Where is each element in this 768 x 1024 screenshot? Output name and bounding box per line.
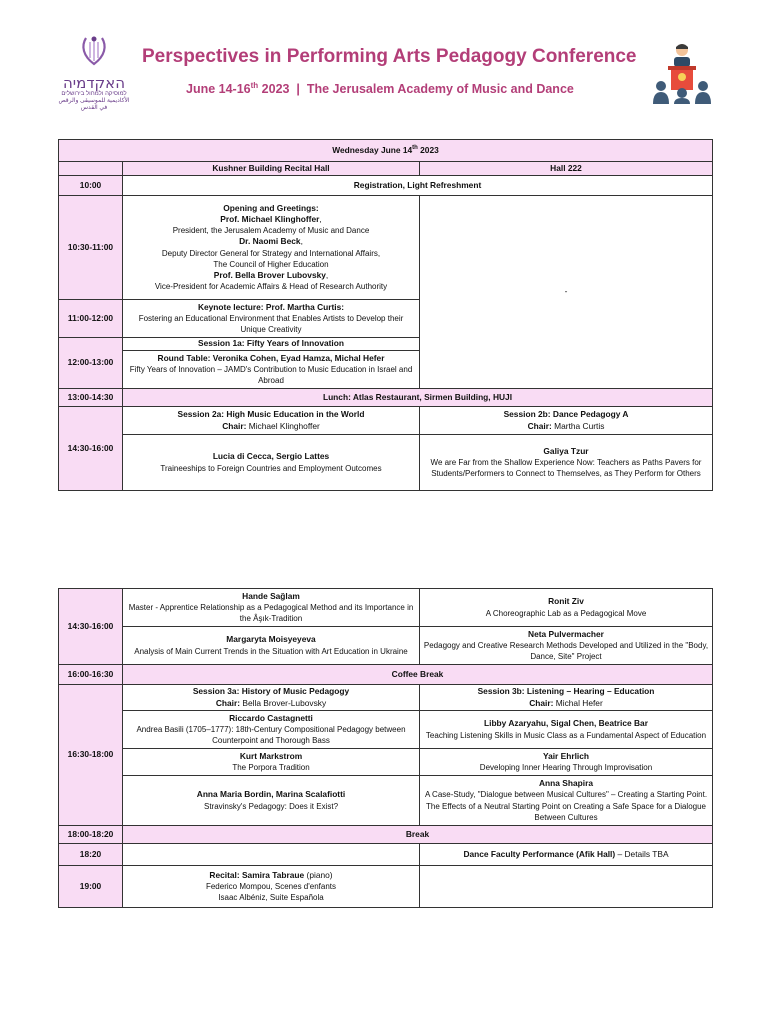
session-2a-header: [123, 407, 420, 435]
presenter-name: Lucia di Cecca, Sergio Lattes: [212, 451, 330, 462]
presentation-cell: [420, 589, 713, 627]
lunch-row: Lunch: Atlas Restaurant, Sirmen Building, HUJI: [123, 389, 713, 407]
presentation-title: A Case-Study, "Dialogue between Musical Cultures" – Creating a Starting Point. The Effects of a Neutral Starting Point on Creating a Safe Space for a Dialogue Between Cultures: [424, 790, 708, 822]
logo-hebrew-sub: למוסיקה ולמחול בירושלים: [61, 91, 127, 97]
session-3a-header: [123, 685, 420, 711]
session-title: Session 3b: Listening – Hearing – Education: [477, 686, 655, 697]
session-chair: Chair: Bella Brover-Lubovsky: [215, 697, 327, 708]
logo-hebrew: האקדמיה: [63, 74, 125, 92]
presenter-name: Anna Shapira: [539, 778, 593, 789]
session-chair: Chair: Martha Curtis: [527, 420, 605, 431]
hall-b-empty-cell: -: [420, 196, 713, 389]
time-slot: 10:00: [59, 176, 123, 196]
presenter-name: Neta Pulvermacher: [528, 628, 604, 639]
opening-title: Opening and Greetings:: [223, 202, 319, 213]
time-slot: 12:00-13:00: [59, 338, 123, 389]
dance-performance-cell: Dance Faculty Performance (Afik Hall) – Details TBA: [420, 844, 713, 866]
presenter-name: Kurt Markstrom: [239, 750, 303, 761]
hall-header-a: Kushner Building Recital Hall: [123, 162, 420, 176]
presentation-title: Teaching Listening Skills in Music Class as a Fundamental Aspect of Education: [425, 730, 707, 740]
recital-title: Recital: Samira Tabraue (piano): [209, 869, 333, 880]
presenter-name: Riccardo Castagnetti: [229, 712, 313, 723]
registration-row: Registration, Light Refreshment: [123, 176, 713, 196]
presentation-title: Andrea Basili (1705–1777): 18th-Century Compositional Pedagogy between Counterpoint and Thorough Bass: [136, 724, 406, 746]
speaker-role: President, the Jerusalem Academy of Music and Dance: [172, 226, 370, 236]
conference-dates: June 14-16th 2023 | The Jerusalem Academy of Music and Dance: [186, 80, 574, 96]
round-table-title: Round Table: Veronika Cohen, Eyad Hamza, Michal Hefer: [157, 352, 385, 363]
presentation-cell: [420, 711, 713, 749]
presenter-name: Libby Azaryahu, Sigal Chen, Beatrice Bar: [484, 718, 648, 729]
time-slot: 14:30-16:00: [59, 407, 123, 491]
lyre-logo-icon: [77, 34, 111, 68]
speaker-name: Prof. Bella Brover Lubovsky,: [213, 269, 329, 280]
presentation-cell: [123, 435, 420, 491]
session-chair: Chair: Michael Klinghoffer: [222, 420, 320, 431]
presentation-title: A Choreographic Lab as a Pedagogical Move: [485, 608, 647, 618]
speaker-name: Dr. Naomi Beck,: [239, 236, 303, 247]
presenter-name: Hande Sağlam: [242, 590, 300, 601]
session-chair: Chair: Michal Hefer: [529, 697, 603, 708]
presenter-name: Galiya Tzur: [543, 445, 589, 456]
round-table-text: Fifty Years of Innovation – JAMD's Contribution to Music Education in Israel and Abroad: [129, 364, 413, 386]
time-slot: 19:00: [59, 866, 123, 908]
presentation-title: Traineeships to Foreign Countries and Employment Outcomes: [160, 463, 382, 473]
presentation-cell: [123, 627, 420, 665]
time-slot: 18:20: [59, 844, 123, 866]
opening-greetings-cell: [123, 196, 420, 300]
presentation-title: Developing Inner Hearing Through Improvisation: [479, 763, 653, 772]
session-3b-header: [420, 685, 713, 711]
keynote-cell: [123, 300, 420, 338]
speaker-role: The Council of Higher Education: [213, 259, 329, 269]
time-slot: 10:30-11:00: [59, 196, 123, 300]
presenter-name: Ronit Ziv: [548, 596, 584, 607]
logo-arabic: الأكاديمية للموسيقى والرقص في القدس: [58, 98, 130, 111]
schedule-table-day1-continued: [58, 588, 713, 908]
session-title: Session 1a: Fifty Years of Innovation: [123, 338, 420, 351]
speaker-role: Vice-President for Academic Affairs & Head of Research Authority: [154, 282, 388, 292]
session-title: Session 2b: Dance Pedagogy A: [503, 409, 629, 420]
round-table-cell: [123, 351, 420, 389]
hall-header-b: Hall 222: [420, 162, 713, 176]
keynote-title: Keynote lecture: Prof. Martha Curtis:: [197, 301, 345, 312]
page-title: Perspectives in Performing Arts Pedagogy Conference: [142, 46, 637, 67]
presentation-cell: [420, 776, 713, 826]
time-slot: 13:00-14:30: [59, 389, 123, 407]
time-slot: 18:00-18:20: [59, 826, 123, 844]
recital-cell: [123, 866, 420, 908]
time-slot: 14:30-16:00: [59, 589, 123, 665]
presentation-title: Stravinsky's Pedagogy: Does it Exist?: [203, 801, 339, 811]
time-slot: 16:00-16:30: [59, 665, 123, 685]
presentation-title: We are Far from the Shallow Experience Now: Teachers as Paths Pavers for Students/Performers to Connect to Themselves, as They Perform for Others: [430, 457, 702, 479]
presentation-title: The Porpora Tradition: [232, 763, 310, 772]
academy-logo: [54, 34, 134, 111]
presentation-title: Master - Apprentice Relationship as a Pedagogical Method and its Importance in the Âşık-Tradition: [128, 602, 414, 624]
presentation-cell: [123, 711, 420, 749]
presentation-cell: [123, 776, 420, 826]
presenter-name: Yair Ehrlich: [542, 750, 590, 761]
speaker-podium-icon: [652, 42, 712, 104]
session-2b-header: [420, 407, 713, 435]
presentation-cell: [420, 627, 713, 665]
recital-piece: Federico Mompou, Scenes d'enfants: [205, 881, 337, 891]
speaker-role: Deputy Director General for Strategy and International Affairs,: [161, 248, 381, 258]
session-title: Session 2a: High Music Education in the World: [177, 409, 365, 420]
presentation-cell: [420, 749, 713, 776]
session-title: Session 3a: History of Music Pedagogy: [192, 686, 350, 697]
presenter-name: Margaryta Moisyeyeva: [226, 634, 316, 645]
schedule-table-day1: [58, 139, 713, 491]
recital-piece: Isaac Albéniz, Suite Española: [218, 893, 324, 903]
presentation-title: Pedagogy and Creative Research Methods Developed and Utilized in the "Body, Dance, Site" Project: [423, 640, 709, 662]
presenter-name: Anna Maria Bordin, Marina Scalafiotti: [196, 789, 346, 800]
presentation-cell: [123, 589, 420, 627]
presentation-title: Analysis of Main Current Trends in the Situation with Art Education in Ukraine: [134, 646, 408, 656]
speaker-name: Prof. Michael Klinghoffer,: [220, 213, 322, 224]
keynote-text: Fostering an Educational Environment that Enables Artists to Develop their Unique Creativity: [138, 313, 404, 335]
presentation-cell: [420, 435, 713, 491]
break-row: Break: [123, 826, 713, 844]
coffee-break-row: Coffee Break: [123, 665, 713, 685]
day-title: Wednesday June 14th 2023: [59, 140, 713, 162]
time-slot: 11:00-12:00: [59, 300, 123, 338]
presentation-cell: [123, 749, 420, 776]
time-slot: 16:30-18:00: [59, 685, 123, 826]
